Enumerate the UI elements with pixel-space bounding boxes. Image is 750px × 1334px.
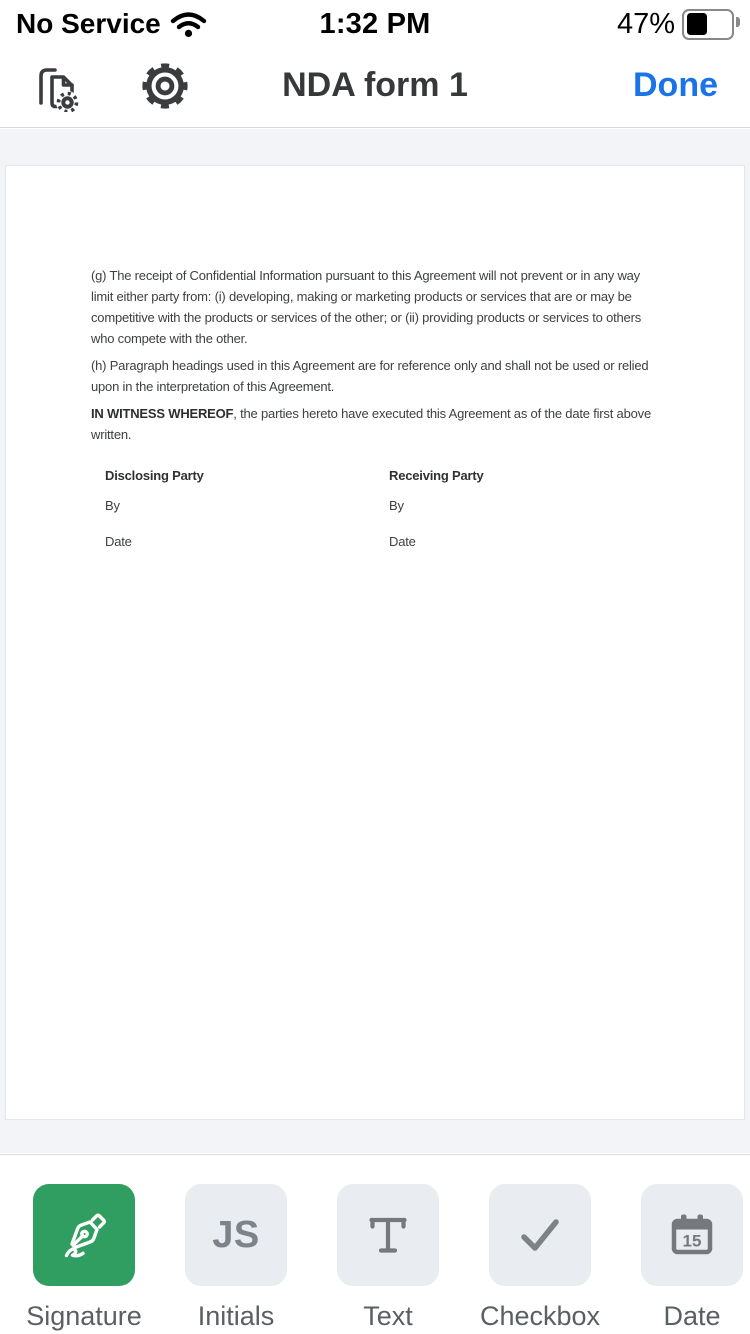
disclosing-date-label: Date bbox=[105, 534, 132, 549]
status-left bbox=[16, 8, 207, 40]
signature-button[interactable] bbox=[33, 1184, 135, 1286]
tool-signature bbox=[26, 1184, 142, 1334]
signature-block bbox=[91, 465, 653, 552]
disclosing-party-column bbox=[105, 465, 389, 552]
disclosing-party-title: Disclosing Party bbox=[105, 468, 204, 483]
calendar-icon bbox=[668, 1212, 716, 1258]
receiving-party-column bbox=[389, 465, 673, 552]
tool-checkbox bbox=[479, 1184, 601, 1334]
tool-text bbox=[337, 1184, 439, 1334]
field-toolbar bbox=[0, 1154, 750, 1334]
settings-button[interactable] bbox=[140, 61, 190, 111]
document-page[interactable] bbox=[5, 165, 745, 1120]
checkbox-button[interactable] bbox=[489, 1184, 591, 1286]
signature-label: Signature bbox=[26, 1301, 142, 1331]
doc-paragraph-witness bbox=[91, 403, 653, 445]
nav-bar bbox=[0, 44, 750, 128]
battery-icon bbox=[682, 9, 734, 40]
battery-fill bbox=[687, 13, 707, 35]
receiving-party-title: Receiving Party bbox=[389, 468, 484, 483]
tool-initials bbox=[185, 1184, 287, 1334]
battery-tip bbox=[736, 17, 740, 27]
receiving-date-label: Date bbox=[389, 534, 416, 549]
checkmark-icon bbox=[515, 1214, 565, 1256]
doc-paragraph-g: (g) The receipt of Confidential Information pursuant to this Agreement will not prevent or in any way limit either party from: (i) developing, making or marketing products or services that are or may be competitive with the products or services of the other; or (ii) providing products or services to others who compete with the other. bbox=[91, 268, 642, 346]
document-text bbox=[91, 265, 653, 552]
witness-clause-bold: IN WITNESS WHEREOF bbox=[91, 406, 234, 421]
document-canvas bbox=[0, 129, 750, 1153]
page-settings-button[interactable] bbox=[30, 60, 82, 112]
status-right bbox=[617, 8, 734, 41]
document-gear-icon bbox=[30, 60, 82, 112]
battery-percent: 47% bbox=[616, 7, 675, 40]
calendar-day-text: 15 bbox=[682, 1231, 702, 1251]
carrier-label: No Service bbox=[16, 8, 161, 39]
receiving-by-label: By bbox=[389, 498, 404, 513]
initials-label: Initials bbox=[197, 1301, 275, 1331]
status-bar bbox=[0, 0, 750, 44]
date-label: Date bbox=[663, 1301, 721, 1331]
text-button[interactable] bbox=[337, 1184, 439, 1286]
text-tool-icon bbox=[365, 1212, 411, 1258]
disclosing-by-label: By bbox=[105, 498, 120, 513]
witness-clause-rest: , the parties hereto have executed this Agreement as of the date first above written. bbox=[91, 406, 651, 442]
text-label: Text bbox=[363, 1301, 413, 1331]
page-title: NDA form 1 bbox=[282, 66, 468, 104]
clock: 1:32 PM bbox=[319, 7, 431, 40]
initials-icon: JS bbox=[212, 1213, 260, 1256]
doc-paragraph-h: (h) Paragraph headings used in this Agreement are for reference only and shall not be used or relied upon in the interpretation of this Agreement. bbox=[91, 358, 649, 394]
checkbox-label: Checkbox bbox=[479, 1301, 601, 1331]
tool-date bbox=[641, 1184, 743, 1334]
initials-button[interactable] bbox=[185, 1184, 287, 1286]
wifi-icon bbox=[170, 10, 207, 38]
signature-pen-icon bbox=[55, 1206, 113, 1264]
gear-icon bbox=[140, 61, 190, 111]
done-button[interactable]: Done bbox=[633, 66, 718, 104]
date-button[interactable] bbox=[641, 1184, 743, 1286]
